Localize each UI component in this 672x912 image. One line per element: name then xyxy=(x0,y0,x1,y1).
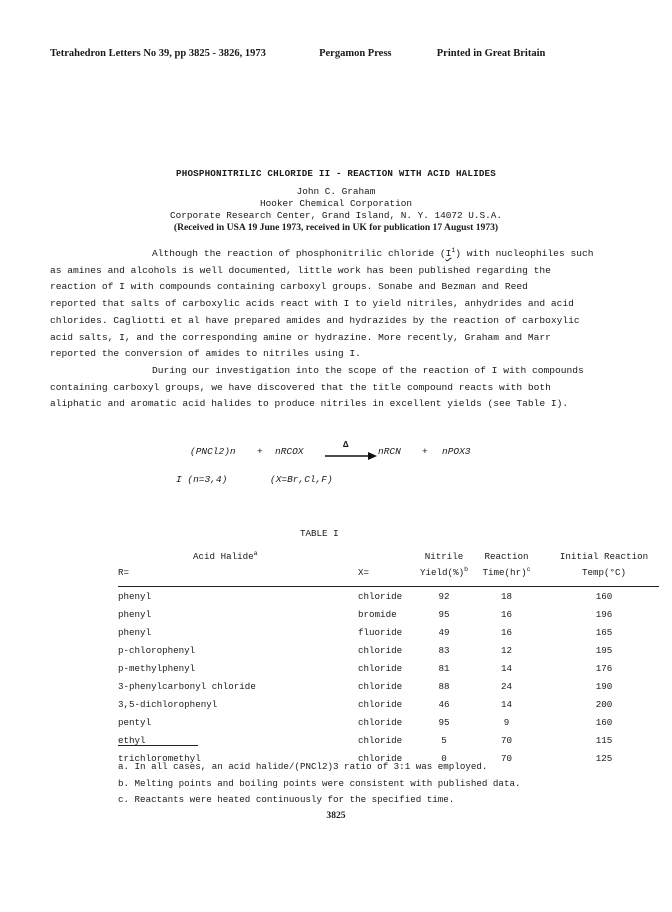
table-cell: 16 xyxy=(500,626,513,638)
table-row xyxy=(118,695,659,713)
header-acid-halide: Acid Halide$^a$ xyxy=(193,549,258,562)
reactant-acid-halide: nRCOX xyxy=(275,446,304,457)
paragraph-line: Although the reaction of phosphonitrilic chloride $(I^1)$ with nucleophiles such xyxy=(152,246,594,259)
header-time-top: Reaction xyxy=(484,551,529,562)
table-cell: 165 xyxy=(595,626,613,638)
table-cell: chloride xyxy=(358,662,403,674)
table-row xyxy=(118,713,659,731)
table-cell: 81 xyxy=(438,662,450,674)
paragraph-line: containing carboxyl groups, we have discovered that the title compound reacts with both xyxy=(50,381,551,393)
footnote-b: b. Melting points and boiling points were consistent with published data. xyxy=(118,777,521,789)
table-cell: bromide xyxy=(358,608,397,620)
header-yield-top: Nitrile xyxy=(424,551,464,562)
compound-ref: I xyxy=(445,248,452,259)
table-cell: 3-phenylcarbonyl chloride xyxy=(118,680,256,692)
table-cell: pentyl xyxy=(118,716,152,728)
paragraph-line: reported that salts of carboxylic acids react with I to yield nitriles, anhydrides and acid xyxy=(50,298,574,310)
page-number: 3825 xyxy=(326,810,346,821)
table-cell: chloride xyxy=(358,734,403,746)
paragraph-line: During our investigation into the scope of the reaction of I with compounds xyxy=(152,364,584,376)
table-cell: chloride xyxy=(358,716,403,728)
table-row xyxy=(118,677,659,695)
table-cell: chloride xyxy=(358,698,403,710)
paragraph-line: chlorides. Cagliotti et al have prepared amides and hydrazides by the reaction of carboxylic xyxy=(50,314,580,326)
footnote-a: a. In all cases, an acid halide/(PNCl2)3 ratio of 3:1 was employed. xyxy=(118,761,488,772)
table-row xyxy=(118,587,659,606)
paragraph-line: as amines and alcohols is well documented, little work has been published regarding the xyxy=(50,264,551,276)
table-cell: 160 xyxy=(595,590,613,602)
table-cell: 0 xyxy=(441,752,447,764)
table-cell: 176 xyxy=(595,662,613,674)
paragraph-line: reaction of I with compounds containing carboxyl groups. Sonabe and Bezman and Reed xyxy=(50,281,528,293)
plus-sign: + xyxy=(422,446,428,457)
header-temp-top: Initial Reaction xyxy=(559,551,649,562)
table-cell: 92 xyxy=(438,590,450,602)
table-cell: 125 xyxy=(595,752,613,764)
header-temp: Temp(°C) xyxy=(581,567,627,578)
table-cell: phenyl xyxy=(118,608,152,620)
table-row xyxy=(118,659,659,677)
table-cell: 88 xyxy=(438,680,450,692)
table-cell: 190 xyxy=(595,680,613,692)
publisher: Pergamon Press xyxy=(319,48,392,59)
table-cell: 70 xyxy=(500,734,513,746)
table-cell: chloride xyxy=(358,590,403,602)
table-cell: 14 xyxy=(500,698,513,710)
printed-in: Printed in Great Britain xyxy=(436,48,546,59)
affiliation-address: Corporate Research Center, Grand Island, N. Y. 14072 U.S.A. xyxy=(170,210,502,221)
journal-header xyxy=(50,48,545,59)
table-cell: 12 xyxy=(500,644,513,656)
table-cell: phenyl xyxy=(118,626,152,638)
table-cell: 95 xyxy=(438,608,450,620)
table-row xyxy=(118,623,659,641)
table-cell: 3,5-dichlorophenyl xyxy=(118,698,218,710)
plus-sign: + xyxy=(257,446,263,457)
table-cell: chloride xyxy=(358,752,403,764)
table-cell: 70 xyxy=(500,752,513,764)
table-cell: 14 xyxy=(500,662,513,674)
table-cell: chloride xyxy=(358,680,403,692)
product-phosphoryl-halide: nPOX3 xyxy=(442,446,471,457)
heat-label: Δ xyxy=(343,440,349,450)
table-cell: ethyl xyxy=(118,734,146,746)
product-nitrile: nRCN xyxy=(378,446,401,457)
footnotes xyxy=(118,759,520,809)
table-cell: p-chlorophenyl xyxy=(118,644,196,656)
affiliation-company: Hooker Chemical Corporation xyxy=(260,198,412,209)
table-cell: 115 xyxy=(595,734,613,746)
table-cell: 49 xyxy=(438,626,450,638)
header-yield: Yield(%)$^b$ xyxy=(419,565,468,578)
table-caption: TABLE I xyxy=(300,528,339,539)
table-row xyxy=(118,731,659,749)
paragraph-line: acid salts, I, and the corresponding amine or hydrazine. More recently, Graham and Marr xyxy=(50,331,551,343)
reaction-arrow-icon xyxy=(325,440,377,467)
article-title: PHOSPHONITRILIC CHLORIDE II - REACTION WITH ACID HALIDES xyxy=(176,168,496,179)
table-cell: 5 xyxy=(441,734,447,746)
table-cell: phenyl xyxy=(118,590,152,602)
author: John C. Graham xyxy=(296,186,376,197)
compound-condition: I (n=3,4) xyxy=(176,474,228,485)
footnote-divider xyxy=(118,745,198,746)
header-r: R= xyxy=(118,567,130,578)
paragraph-line: reported the conversion of amides to nitriles using I. xyxy=(50,348,361,360)
table-cell: chloride xyxy=(358,644,403,656)
table-cell: 16 xyxy=(500,608,513,620)
header-time: Time(hr)$^c$ xyxy=(482,565,531,578)
received-dates: (Received in USA 19 June 1973, received in UK for publication 17 August 1973) xyxy=(173,222,499,233)
table-cell: 196 xyxy=(595,608,613,620)
journal-citation: Tetrahedron Letters No 39, pp 3825 - 3826, 1973 xyxy=(50,48,266,59)
results-table xyxy=(118,546,659,767)
table-cell: 195 xyxy=(595,644,613,656)
table-cell: trichloromethyl xyxy=(118,752,201,764)
table-cell: 200 xyxy=(595,698,613,710)
table-cell: 9 xyxy=(503,716,510,728)
table-cell: fluoride xyxy=(358,626,403,638)
table-cell: 160 xyxy=(595,716,613,728)
table-cell: 95 xyxy=(438,716,450,728)
header-x: X= xyxy=(358,567,370,578)
table-cell: 83 xyxy=(438,644,450,656)
table-row xyxy=(118,605,659,623)
halide-condition: (X=Br,Cl,F) xyxy=(270,474,333,485)
table-cell: p-methylphenyl xyxy=(118,662,196,674)
table-row xyxy=(118,641,659,659)
footnote-c: c. Reactants were heated continuously for the specified time. xyxy=(118,794,455,806)
table-cell: 46 xyxy=(438,698,450,710)
paragraph-1 xyxy=(50,246,630,413)
reactant-phosphonitrilic: (PNCl2)n xyxy=(190,446,236,457)
paragraph-line: aliphatic and aromatic acid halides to produce nitriles in excellent yields (see Table I). xyxy=(50,398,569,410)
table-cell: 18 xyxy=(500,590,513,602)
table-cell: 24 xyxy=(500,680,513,692)
